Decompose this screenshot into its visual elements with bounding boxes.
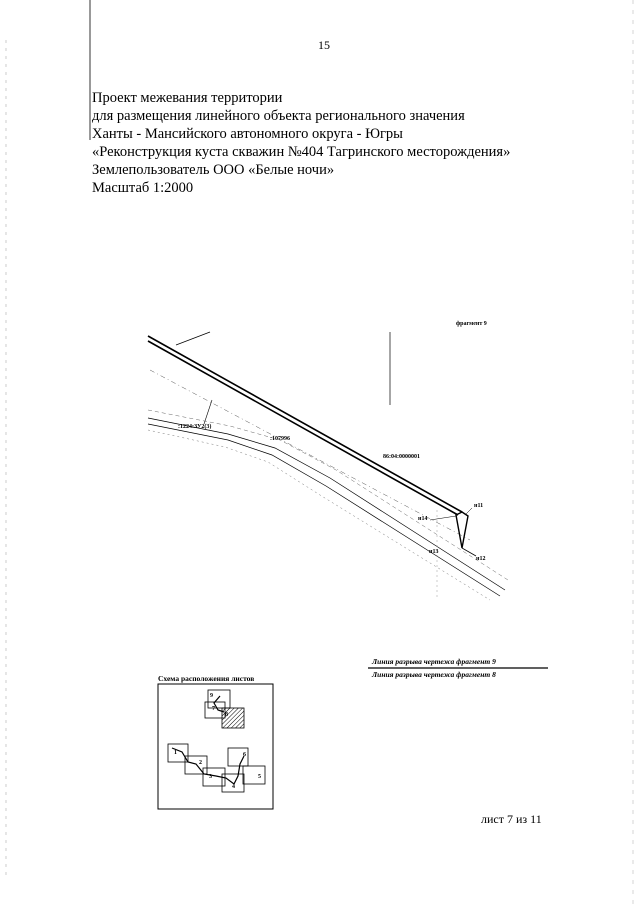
title-line-4: «Реконструкция куста скважин №404 Тагринского месторождения» [92, 144, 511, 160]
scheme-num-4: 4 [232, 784, 235, 790]
point-label-n11: н11 [474, 503, 484, 509]
title-line-6: Масштаб 1:2000 [92, 180, 194, 196]
page-number: 15 [318, 38, 330, 52]
scheme-num-5: 5 [258, 774, 261, 780]
parcel-label-2: :107996 [270, 436, 290, 442]
legend-break-line-8: Линия разрыва чертежа фрагмент 8 [372, 670, 496, 679]
scheme-frame [158, 684, 273, 809]
sheet-info: лист 7 из 11 [481, 812, 542, 826]
scheme-num-3: 3 [209, 774, 212, 780]
schema-title: Схема расположения листов [158, 674, 255, 683]
scheme-num-6: 6 [243, 752, 246, 758]
cadastral-label: 86:04:0000001 [383, 454, 420, 460]
point-label-n14: н14 [418, 516, 428, 522]
title-line-1: Проект межевания территории [92, 90, 283, 106]
title-line-3: Ханты - Мансийского автономного округа - Югры [92, 126, 403, 142]
scheme-num-2: 2 [199, 760, 202, 766]
sheet-box-5 [243, 766, 265, 784]
title-line-2: для размещения линейного объекта регионального значения [92, 108, 465, 124]
scheme-num-1: 1 [174, 750, 177, 756]
scheme-num-8: 8 [225, 712, 228, 718]
fragment-label: фрагмент 9 [456, 321, 487, 327]
legend-break-line-9: Линия разрыва чертежа фрагмент 9 [372, 657, 496, 666]
scheme-num-9: 9 [210, 693, 213, 699]
title-line-5: Землепользователь ООО «Белые ночи» [92, 162, 335, 178]
sheet-box-8-hatched [222, 708, 244, 728]
point-label-n12: н12 [476, 556, 486, 562]
parcel-label-1: :1224:ЗУ2(3) [178, 424, 212, 430]
point-label-n13: н13 [429, 549, 439, 555]
scheme-num-7: 7 [212, 706, 215, 712]
